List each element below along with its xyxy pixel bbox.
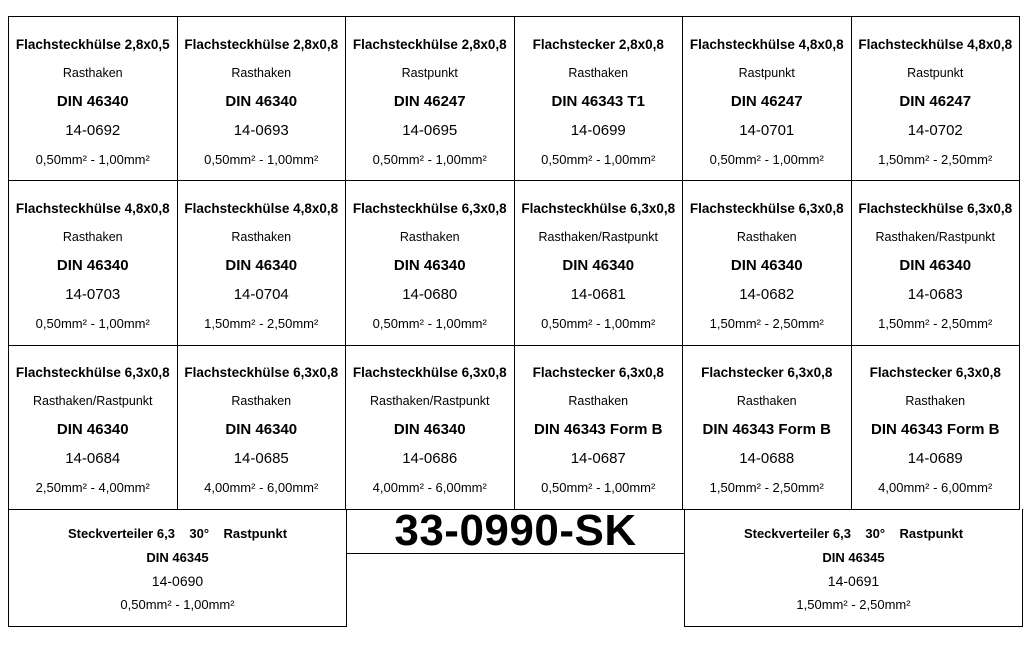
cell-cross-section: 1,50mm² - 2,50mm² (878, 151, 993, 167)
cell-article-number: 14-0680 (402, 285, 458, 303)
cell-cross-section: 1,50mm² - 2,50mm² (204, 315, 319, 331)
cell-title: Flachsteckhülse 6,3x0,8 (352, 200, 507, 216)
cell-din: DIN 46247 (730, 92, 803, 110)
terminal-cell (9, 17, 178, 181)
cell-cross-section: 0,50mm² - 1,00mm² (35, 315, 150, 331)
terminal-cell (178, 181, 347, 345)
cell-cross-section: 0,50mm² - 1,00mm² (709, 151, 824, 167)
cell-article-number: 14-0699 (570, 121, 626, 139)
bottom-left-cell (8, 509, 347, 627)
cell-din: DIN 46247 (899, 92, 972, 110)
cell-type: Rasthaken (905, 394, 966, 409)
cell-article-number: 14-0704 (233, 285, 289, 303)
cell-cross-section: 0,50mm² - 1,00mm² (35, 151, 150, 167)
cell-type: Rasthaken/Rastpunkt (369, 394, 490, 409)
cell-cross-section: 0,50mm² - 1,00mm² (120, 596, 235, 612)
terminal-cell (515, 181, 684, 345)
cell-cross-section: 0,50mm² - 1,00mm² (541, 315, 656, 331)
cell-type: Rasthaken (736, 229, 797, 244)
cell-article-number: 14-0681 (570, 285, 626, 303)
cell-title: Flachsteckhülse 6,3x0,8 (184, 365, 339, 381)
set-code: 33-0990-SK (394, 506, 637, 555)
cell-type: Rasthaken (568, 394, 629, 409)
cell-article-number: 14-0688 (739, 450, 795, 468)
cell-title: Flachstecker 2,8x0,8 (532, 36, 664, 52)
cell-din: DIN 46340 (56, 92, 129, 110)
terminal-cell (852, 181, 1021, 345)
cell-din: DIN 46340 (56, 256, 129, 274)
cell-cross-section: 4,00mm² - 6,00mm² (878, 480, 993, 496)
cell-cross-section: 2,50mm² - 4,00mm² (35, 480, 150, 496)
cell-cross-section: 0,50mm² - 1,00mm² (541, 480, 656, 496)
cell-article-number: 14-0689 (907, 450, 963, 468)
terminal-cell (683, 17, 852, 181)
cell-title: Flachsteckhülse 2,8x0,8 (352, 36, 507, 52)
cell-type: Rasthaken (231, 229, 292, 244)
cell-title: Flachsteckhülse 6,3x0,8 (15, 365, 170, 381)
cell-din: DIN 46343 Form B (534, 421, 663, 439)
cell-din: DIN 46340 (562, 256, 635, 274)
cell-type: Rastpunkt (907, 65, 964, 80)
terminal-cell (346, 181, 515, 345)
cell-din: DIN 46345 (146, 549, 209, 565)
cell-article-number: 14-0687 (570, 450, 626, 468)
cell-type: Rasthaken (62, 229, 123, 244)
cell-type: Rasthaken (231, 65, 292, 80)
cell-din: DIN 46340 (56, 421, 129, 439)
cell-din: DIN 46343 T1 (551, 92, 645, 110)
cell-title: Flachsteckhülse 4,8x0,8 (689, 36, 844, 52)
cell-cross-section: 0,50mm² - 1,00mm² (541, 151, 656, 167)
cell-type: Rasthaken (736, 394, 797, 409)
cell-type: Rasthaken/Rastpunkt (875, 229, 995, 244)
terminal-grid (8, 16, 1020, 510)
terminal-cell (852, 17, 1021, 181)
terminal-cell (683, 181, 852, 345)
cell-cross-section: 0,50mm² - 1,00mm² (204, 151, 319, 167)
cell-type: Rasthaken (231, 394, 292, 409)
cell-title: Flachsteckhülse 2,8x0,5 (15, 36, 170, 52)
cell-type: Rasthaken/Rastpunkt (32, 394, 153, 409)
cell-type: Rastpunkt (738, 65, 795, 80)
cell-article-number: 14-0690 (151, 572, 204, 589)
cell-din: DIN 46340 (899, 256, 972, 274)
cell-title: Steckverteiler 6,3 30° Rastpunkt (67, 525, 288, 541)
cell-type: Rastpunkt (401, 65, 458, 80)
cell-cross-section: 0,50mm² - 1,00mm² (372, 151, 487, 167)
cell-din: DIN 46343 Form B (702, 421, 831, 439)
cell-article-number: 14-0701 (739, 121, 795, 139)
cell-title: Flachsteckhülse 4,8x0,8 (184, 200, 339, 216)
cell-din: DIN 46247 (393, 92, 466, 110)
cell-cross-section: 1,50mm² - 2,50mm² (709, 480, 824, 496)
cell-title: Flachsteckhülse 4,8x0,8 (858, 36, 1013, 52)
cell-din: DIN 46345 (822, 549, 885, 565)
terminal-cell (346, 17, 515, 181)
cell-article-number: 14-0692 (65, 121, 121, 139)
cell-din: DIN 46340 (225, 421, 298, 439)
cell-title: Flachsteckhülse 6,3x0,8 (858, 200, 1013, 216)
terminal-cell (852, 346, 1021, 510)
cell-title: Flachsteckhülse 6,3x0,8 (689, 200, 844, 216)
cell-title: Steckverteiler 6,3 30° Rastpunkt (743, 525, 964, 541)
cell-title: Flachsteckhülse 6,3x0,8 (521, 200, 676, 216)
cell-title: Flachsteckhülse 6,3x0,8 (352, 365, 507, 381)
cell-article-number: 14-0703 (65, 285, 121, 303)
terminal-cell (178, 346, 347, 510)
cell-cross-section: 4,00mm² - 6,00mm² (372, 480, 487, 496)
cell-title: Flachsteckhülse 4,8x0,8 (15, 200, 170, 216)
cell-title: Flachstecker 6,3x0,8 (869, 365, 1001, 381)
set-code-box (346, 506, 685, 555)
cell-article-number: 14-0702 (907, 121, 963, 139)
terminal-cell (683, 346, 852, 510)
cell-type: Rasthaken/Rastpunkt (538, 229, 658, 244)
cell-din: DIN 46340 (225, 256, 298, 274)
cell-title: Flachstecker 6,3x0,8 (532, 365, 664, 381)
cell-title: Flachsteckhülse 2,8x0,8 (184, 36, 339, 52)
cell-type: Rasthaken (62, 65, 123, 80)
cell-article-number: 14-0685 (233, 450, 289, 468)
cell-cross-section: 0,50mm² - 1,00mm² (372, 315, 487, 331)
cell-article-number: 14-0683 (907, 285, 963, 303)
terminal-cell (9, 181, 178, 345)
cell-cross-section: 1,50mm² - 2,50mm² (878, 315, 993, 331)
cell-din: DIN 46340 (393, 421, 466, 439)
terminal-cell (9, 346, 178, 510)
cell-article-number: 14-0686 (402, 450, 458, 468)
cell-title: Flachstecker 6,3x0,8 (701, 365, 833, 381)
terminal-cell (346, 346, 515, 510)
terminal-cell (178, 17, 347, 181)
terminal-cell (515, 346, 684, 510)
cell-cross-section: 1,50mm² - 2,50mm² (709, 315, 824, 331)
cell-din: DIN 46343 Form B (871, 421, 1000, 439)
cell-article-number: 14-0693 (233, 121, 289, 139)
cell-cross-section: 1,50mm² - 2,50mm² (796, 596, 911, 612)
cell-din: DIN 46340 (393, 256, 466, 274)
bottom-right-cell (684, 509, 1023, 627)
cell-type: Rasthaken (399, 229, 460, 244)
cell-type: Rasthaken (568, 65, 629, 80)
cell-din: DIN 46340 (225, 92, 298, 110)
cell-din: DIN 46340 (730, 256, 803, 274)
cell-cross-section: 4,00mm² - 6,00mm² (204, 480, 319, 496)
cell-article-number: 14-0682 (739, 285, 795, 303)
cell-article-number: 14-0691 (827, 572, 880, 589)
cell-article-number: 14-0695 (402, 121, 458, 139)
cell-article-number: 14-0684 (65, 450, 121, 468)
terminal-cell (515, 17, 684, 181)
